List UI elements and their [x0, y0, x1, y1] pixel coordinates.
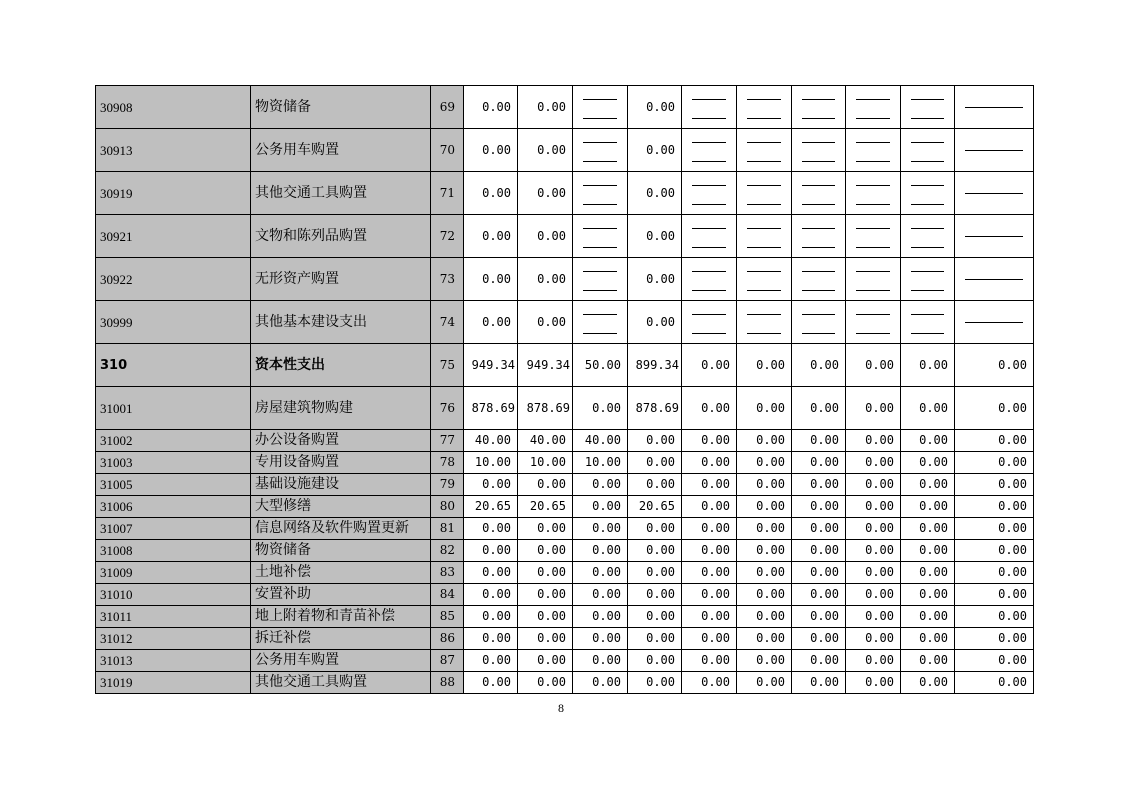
- cell-value: 899.34: [628, 344, 682, 387]
- cell-value: 0.00: [464, 672, 518, 694]
- cell-value: 0.00: [901, 562, 955, 584]
- cell-value: 0.00: [846, 496, 901, 518]
- dash-cell: [901, 258, 955, 301]
- cell-value: 0.00: [846, 430, 901, 452]
- cell-value: 0.00: [955, 562, 1034, 584]
- row-code: 31005: [96, 474, 251, 496]
- table-row: [96, 452, 1034, 474]
- cell-value: 10.00: [464, 452, 518, 474]
- row-name: 物资储备: [251, 540, 431, 562]
- cell-value: 0.00: [682, 628, 737, 650]
- cell-value: 0.00: [682, 496, 737, 518]
- dash-cell: [792, 301, 846, 344]
- dash-cell: [737, 129, 792, 172]
- cell-value: 0.00: [682, 650, 737, 672]
- row-code: 31011: [96, 606, 251, 628]
- cell-value: 878.69: [518, 387, 573, 430]
- cell-value: 0.00: [573, 540, 628, 562]
- row-name: 基础设施建设: [251, 474, 431, 496]
- cell-value: 0.00: [955, 344, 1034, 387]
- cell-value: 0.00: [518, 129, 573, 172]
- cell-value: 0.00: [846, 584, 901, 606]
- cell-value: 0.00: [792, 496, 846, 518]
- cell-value: 0.00: [573, 628, 628, 650]
- dash-cell: [901, 172, 955, 215]
- page-number: 8: [558, 701, 564, 715]
- row-line-number: 71: [431, 172, 464, 215]
- row-code: 31013: [96, 650, 251, 672]
- dash-cell: [682, 215, 737, 258]
- table-row: [96, 301, 1034, 344]
- row-name: 无形资产购置: [251, 258, 431, 301]
- cell-value: 0.00: [518, 672, 573, 694]
- dash-cell: [846, 215, 901, 258]
- dash-cell: [682, 86, 737, 129]
- row-line-number: 78: [431, 452, 464, 474]
- cell-value: 0.00: [955, 518, 1034, 540]
- row-line-number: 80: [431, 496, 464, 518]
- row-name: 文物和陈列品购置: [251, 215, 431, 258]
- cell-value: 0.00: [628, 129, 682, 172]
- row-code: 310: [96, 344, 251, 387]
- cell-value: 0.00: [628, 650, 682, 672]
- dash-cell: [682, 129, 737, 172]
- dash-cell: [573, 301, 628, 344]
- cell-value: 0.00: [628, 474, 682, 496]
- cell-value: 40.00: [518, 430, 573, 452]
- dash-cell: [792, 258, 846, 301]
- row-code: 31009: [96, 562, 251, 584]
- row-line-number: 76: [431, 387, 464, 430]
- row-code: 31010: [96, 584, 251, 606]
- cell-value: 0.00: [518, 650, 573, 672]
- cell-value: 0.00: [464, 129, 518, 172]
- row-name: 物资储备: [251, 86, 431, 129]
- row-name: 其他交通工具购置: [251, 672, 431, 694]
- cell-value: 10.00: [573, 452, 628, 474]
- cell-value: 0.00: [792, 540, 846, 562]
- table-row: [96, 628, 1034, 650]
- dash-cell: [682, 258, 737, 301]
- cell-value: 0.00: [901, 474, 955, 496]
- cell-value: 0.00: [682, 452, 737, 474]
- cell-value: 0.00: [464, 301, 518, 344]
- cell-value: 0.00: [518, 518, 573, 540]
- table-row-category: [96, 344, 1034, 387]
- dash-cell: [573, 258, 628, 301]
- cell-value: 0.00: [792, 344, 846, 387]
- table-row: [96, 518, 1034, 540]
- cell-value: 0.00: [518, 562, 573, 584]
- table-row: [96, 215, 1034, 258]
- cell-value: 0.00: [846, 650, 901, 672]
- cell-value: 0.00: [792, 672, 846, 694]
- cell-value: 878.69: [628, 387, 682, 430]
- row-code: 30913: [96, 129, 251, 172]
- row-code: 31003: [96, 452, 251, 474]
- cell-value: 0.00: [792, 387, 846, 430]
- cell-value: 10.00: [518, 452, 573, 474]
- cell-value: 0.00: [737, 540, 792, 562]
- dash-cell: [737, 301, 792, 344]
- cell-value: 949.34: [518, 344, 573, 387]
- cell-value: 0.00: [901, 606, 955, 628]
- cell-value: 0.00: [518, 474, 573, 496]
- table-row: [96, 650, 1034, 672]
- row-line-number: 72: [431, 215, 464, 258]
- cell-value: 0.00: [792, 474, 846, 496]
- row-name: 安置补助: [251, 584, 431, 606]
- cell-value: 0.00: [792, 452, 846, 474]
- table-row: [96, 430, 1034, 452]
- cell-value: 0.00: [682, 540, 737, 562]
- row-line-number: 75: [431, 344, 464, 387]
- row-line-number: 81: [431, 518, 464, 540]
- cell-value: 0.00: [955, 628, 1034, 650]
- row-line-number: 84: [431, 584, 464, 606]
- dash-cell: [955, 172, 1034, 215]
- cell-value: 0.00: [846, 344, 901, 387]
- cell-value: 0.00: [792, 584, 846, 606]
- cell-value: 0.00: [901, 518, 955, 540]
- dash-cell: [955, 129, 1034, 172]
- cell-value: 40.00: [464, 430, 518, 452]
- cell-value: 0.00: [792, 606, 846, 628]
- table-row: [96, 540, 1034, 562]
- cell-value: 0.00: [737, 562, 792, 584]
- row-code: 30919: [96, 172, 251, 215]
- cell-value: 0.00: [737, 430, 792, 452]
- cell-value: 0.00: [901, 672, 955, 694]
- cell-value: 0.00: [737, 606, 792, 628]
- cell-value: 0.00: [955, 606, 1034, 628]
- row-code: 31012: [96, 628, 251, 650]
- row-line-number: 88: [431, 672, 464, 694]
- cell-value: 0.00: [518, 540, 573, 562]
- cell-value: 0.00: [464, 172, 518, 215]
- row-code: 31001: [96, 387, 251, 430]
- row-code: 30999: [96, 301, 251, 344]
- cell-value: 0.00: [846, 452, 901, 474]
- dash-cell: [901, 86, 955, 129]
- row-name: 公务用车购置: [251, 129, 431, 172]
- cell-value: 0.00: [955, 540, 1034, 562]
- cell-value: 0.00: [737, 650, 792, 672]
- row-line-number: 74: [431, 301, 464, 344]
- row-line-number: 77: [431, 430, 464, 452]
- cell-value: 0.00: [464, 584, 518, 606]
- table-row: [96, 172, 1034, 215]
- cell-value: 0.00: [628, 562, 682, 584]
- table-row: [96, 584, 1034, 606]
- dash-cell: [901, 215, 955, 258]
- cell-value: 0.00: [628, 258, 682, 301]
- row-name: 专用设备购置: [251, 452, 431, 474]
- cell-value: 0.00: [846, 518, 901, 540]
- cell-value: 0.00: [792, 628, 846, 650]
- dash-cell: [737, 172, 792, 215]
- row-line-number: 87: [431, 650, 464, 672]
- cell-value: 0.00: [573, 518, 628, 540]
- cell-value: 0.00: [682, 672, 737, 694]
- cell-value: 0.00: [628, 584, 682, 606]
- dash-cell: [573, 172, 628, 215]
- dash-cell: [573, 129, 628, 172]
- cell-value: 0.00: [846, 540, 901, 562]
- row-name: 地上附着物和青苗补偿: [251, 606, 431, 628]
- cell-value: 0.00: [901, 387, 955, 430]
- cell-value: 0.00: [682, 430, 737, 452]
- cell-value: 0.00: [628, 628, 682, 650]
- cell-value: 0.00: [737, 628, 792, 650]
- cell-value: 0.00: [682, 344, 737, 387]
- cell-value: 0.00: [628, 452, 682, 474]
- table-row: [96, 672, 1034, 694]
- cell-value: 0.00: [955, 672, 1034, 694]
- cell-value: 0.00: [792, 562, 846, 584]
- cell-value: 50.00: [573, 344, 628, 387]
- row-name: 信息网络及软件购置更新: [251, 518, 431, 540]
- cell-value: 0.00: [628, 430, 682, 452]
- row-line-number: 70: [431, 129, 464, 172]
- dash-cell: [737, 215, 792, 258]
- cell-value: 0.00: [737, 672, 792, 694]
- cell-value: 0.00: [518, 628, 573, 650]
- row-code: 31002: [96, 430, 251, 452]
- cell-value: 0.00: [464, 86, 518, 129]
- row-line-number: 85: [431, 606, 464, 628]
- cell-value: 0.00: [792, 650, 846, 672]
- cell-value: 0.00: [464, 540, 518, 562]
- row-code: 30908: [96, 86, 251, 129]
- row-code: 30921: [96, 215, 251, 258]
- cell-value: 0.00: [901, 496, 955, 518]
- dash-cell: [955, 215, 1034, 258]
- table-row: [96, 258, 1034, 301]
- table-row: [96, 86, 1034, 129]
- cell-value: 0.00: [792, 430, 846, 452]
- row-name: 拆迁补偿: [251, 628, 431, 650]
- cell-value: 0.00: [955, 430, 1034, 452]
- cell-value: 0.00: [464, 606, 518, 628]
- row-code: 31006: [96, 496, 251, 518]
- dash-cell: [682, 301, 737, 344]
- cell-value: 0.00: [464, 562, 518, 584]
- cell-value: 0.00: [628, 672, 682, 694]
- cell-value: 0.00: [573, 562, 628, 584]
- cell-value: 0.00: [518, 86, 573, 129]
- cell-value: 0.00: [518, 215, 573, 258]
- dash-cell: [792, 129, 846, 172]
- cell-value: 0.00: [737, 496, 792, 518]
- cell-value: 0.00: [628, 540, 682, 562]
- dash-cell: [792, 86, 846, 129]
- cell-value: 0.00: [901, 540, 955, 562]
- cell-value: 0.00: [628, 301, 682, 344]
- dash-cell: [846, 172, 901, 215]
- cell-value: 0.00: [846, 387, 901, 430]
- cell-value: 0.00: [518, 301, 573, 344]
- cell-value: 0.00: [901, 628, 955, 650]
- cell-value: 0.00: [464, 628, 518, 650]
- row-code: 30922: [96, 258, 251, 301]
- cell-value: 0.00: [846, 474, 901, 496]
- dash-cell: [846, 301, 901, 344]
- row-line-number: 73: [431, 258, 464, 301]
- cell-value: 0.00: [955, 452, 1034, 474]
- cell-value: 0.00: [792, 518, 846, 540]
- dash-cell: [846, 129, 901, 172]
- row-name: 办公设备购置: [251, 430, 431, 452]
- cell-value: 0.00: [901, 650, 955, 672]
- cell-value: 0.00: [573, 474, 628, 496]
- row-name: 其他交通工具购置: [251, 172, 431, 215]
- row-name: 公务用车购置: [251, 650, 431, 672]
- dash-cell: [573, 86, 628, 129]
- dash-cell: [792, 215, 846, 258]
- dash-cell: [682, 172, 737, 215]
- row-code: 31019: [96, 672, 251, 694]
- cell-value: 0.00: [737, 452, 792, 474]
- row-line-number: 82: [431, 540, 464, 562]
- cell-value: 0.00: [682, 606, 737, 628]
- cell-value: 0.00: [955, 387, 1034, 430]
- cell-value: 0.00: [901, 452, 955, 474]
- cell-value: 878.69: [464, 387, 518, 430]
- cell-value: 0.00: [846, 562, 901, 584]
- cell-value: 0.00: [901, 584, 955, 606]
- cell-value: 0.00: [573, 584, 628, 606]
- cell-value: 0.00: [518, 258, 573, 301]
- cell-value: 0.00: [901, 430, 955, 452]
- dash-cell: [955, 86, 1034, 129]
- cell-value: 0.00: [955, 650, 1034, 672]
- row-line-number: 69: [431, 86, 464, 129]
- cell-value: 20.65: [628, 496, 682, 518]
- cell-value: 0.00: [682, 584, 737, 606]
- cell-value: 0.00: [518, 584, 573, 606]
- row-code: 31008: [96, 540, 251, 562]
- dash-cell: [901, 301, 955, 344]
- cell-value: 0.00: [628, 606, 682, 628]
- cell-value: 0.00: [682, 562, 737, 584]
- row-code: 31007: [96, 518, 251, 540]
- table-row: [96, 606, 1034, 628]
- cell-value: 0.00: [846, 606, 901, 628]
- cell-value: 0.00: [573, 606, 628, 628]
- dash-cell: [846, 258, 901, 301]
- row-line-number: 83: [431, 562, 464, 584]
- table-row: [96, 387, 1034, 430]
- cell-value: 0.00: [464, 474, 518, 496]
- cell-value: 0.00: [846, 628, 901, 650]
- cell-value: 0.00: [846, 672, 901, 694]
- dash-cell: [737, 86, 792, 129]
- cell-value: 20.65: [464, 496, 518, 518]
- cell-value: 0.00: [682, 474, 737, 496]
- cell-value: 0.00: [682, 518, 737, 540]
- row-line-number: 79: [431, 474, 464, 496]
- table-row: [96, 129, 1034, 172]
- table-row: [96, 474, 1034, 496]
- dash-cell: [792, 172, 846, 215]
- cell-value: 0.00: [628, 215, 682, 258]
- dash-cell: [955, 258, 1034, 301]
- cell-value: 0.00: [737, 474, 792, 496]
- cell-value: 40.00: [573, 430, 628, 452]
- table-row: [96, 562, 1034, 584]
- table-row: [96, 496, 1034, 518]
- cell-value: 0.00: [573, 387, 628, 430]
- dash-cell: [955, 301, 1034, 344]
- row-name: 大型修缮: [251, 496, 431, 518]
- dash-cell: [737, 258, 792, 301]
- cell-value: 0.00: [464, 215, 518, 258]
- row-name: 其他基本建设支出: [251, 301, 431, 344]
- cell-value: 0.00: [573, 672, 628, 694]
- cell-value: 0.00: [518, 172, 573, 215]
- cell-value: 0.00: [518, 606, 573, 628]
- budget-table: [95, 85, 1034, 694]
- cell-value: 0.00: [737, 584, 792, 606]
- cell-value: 0.00: [955, 584, 1034, 606]
- cell-value: 0.00: [464, 258, 518, 301]
- cell-value: 0.00: [737, 387, 792, 430]
- cell-value: 0.00: [682, 387, 737, 430]
- row-name: 房屋建筑物购建: [251, 387, 431, 430]
- row-name: 土地补偿: [251, 562, 431, 584]
- cell-value: 0.00: [628, 518, 682, 540]
- row-line-number: 86: [431, 628, 464, 650]
- cell-value: 20.65: [518, 496, 573, 518]
- cell-value: 0.00: [464, 518, 518, 540]
- dash-cell: [573, 215, 628, 258]
- cell-value: 0.00: [737, 344, 792, 387]
- cell-value: 0.00: [573, 650, 628, 672]
- cell-value: 0.00: [737, 518, 792, 540]
- dash-cell: [901, 129, 955, 172]
- cell-value: 949.34: [464, 344, 518, 387]
- cell-value: 0.00: [628, 86, 682, 129]
- cell-value: 0.00: [464, 650, 518, 672]
- cell-value: 0.00: [955, 474, 1034, 496]
- row-name: 资本性支出: [251, 344, 431, 387]
- cell-value: 0.00: [573, 496, 628, 518]
- cell-value: 0.00: [628, 172, 682, 215]
- cell-value: 0.00: [901, 344, 955, 387]
- dash-cell: [846, 86, 901, 129]
- cell-value: 0.00: [955, 496, 1034, 518]
